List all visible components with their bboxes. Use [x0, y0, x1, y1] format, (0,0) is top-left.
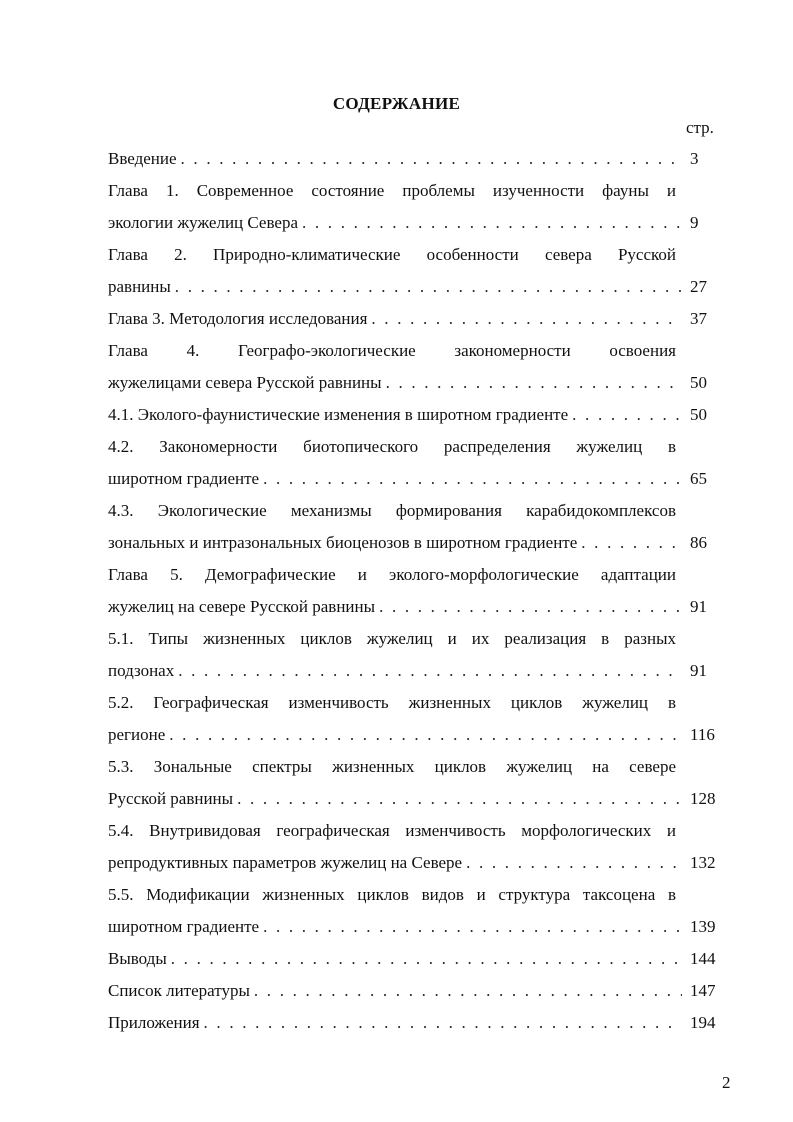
toc-entry[interactable] — [108, 623, 728, 687]
toc-entry-page-number: 144 — [690, 949, 716, 968]
toc-entry[interactable] — [108, 399, 728, 431]
toc-entry-text: жужелиц на севере Русской равнины — [108, 597, 376, 616]
toc-entry-text-line: Глава 5. Демографические и эколого-морфологические адаптации — [108, 565, 676, 584]
toc-entry[interactable] — [108, 175, 728, 239]
toc-entry-last-line — [108, 367, 728, 399]
toc-entry-page-number: 116 — [690, 725, 715, 744]
toc-entry-text: зональных и интразональных биоценозов в широтном градиенте — [108, 533, 578, 552]
toc-entry-page-number: 50 — [690, 373, 707, 392]
toc-entry-page-number: 139 — [690, 917, 716, 936]
dot-leader — [386, 367, 682, 399]
toc-entry-text: Список литературы — [108, 981, 250, 1000]
toc-entry[interactable] — [108, 303, 728, 335]
toc-entry-text: репродуктивных параметров жужелиц на Севере — [108, 853, 463, 872]
toc-entry-text: регионе — [108, 725, 166, 744]
toc-entry-page-number: 128 — [690, 789, 716, 808]
dot-leader — [181, 143, 682, 175]
toc-entry-page-number: 50 — [690, 405, 707, 424]
dot-leader — [204, 1007, 682, 1039]
toc-entry-last-line — [108, 399, 728, 431]
toc-entry-text-line: 5.1. Типы жизненных циклов жужелиц и их реализация в разных — [108, 629, 676, 648]
toc-entry-last-line — [108, 719, 728, 751]
toc-entry-last-line — [108, 847, 728, 879]
toc-entry-text: Выводы — [108, 949, 167, 968]
toc-entry-last-line — [108, 271, 728, 303]
dot-leader — [572, 399, 682, 431]
toc-entry[interactable] — [108, 943, 728, 975]
toc-entry-page-number: 37 — [690, 309, 707, 328]
dot-leader — [254, 975, 682, 1007]
dot-leader — [302, 207, 682, 239]
toc-entry[interactable] — [108, 431, 728, 495]
toc-entry-text: равнины — [108, 277, 171, 296]
dot-leader — [466, 847, 682, 879]
toc-entry-page-number: 3 — [690, 149, 699, 168]
toc-entry-text: Введение — [108, 149, 177, 168]
toc-entry[interactable] — [108, 815, 728, 879]
toc-entry-page-number: 91 — [690, 597, 707, 616]
toc-entry-page-number: 147 — [690, 981, 716, 1000]
toc-entry[interactable] — [108, 751, 728, 815]
toc-entry-last-line — [108, 911, 728, 943]
toc-entry-text: 4.1. Эколого-фаунистические изменения в широтном градиенте — [108, 405, 569, 424]
toc-entry-page-number: 9 — [690, 213, 699, 232]
toc-entry-text: экологии жужелиц Севера — [108, 213, 298, 232]
toc-entry-last-line — [108, 975, 728, 1007]
toc-entry-last-line — [108, 143, 728, 175]
toc-entry-last-line — [108, 943, 728, 975]
toc-entry-last-line — [108, 463, 728, 495]
dot-leader — [178, 655, 682, 687]
dot-leader — [171, 943, 682, 975]
toc-entry-text: Приложения — [108, 1013, 200, 1032]
toc-entry[interactable] — [108, 879, 728, 943]
dot-leader — [379, 591, 682, 623]
toc-entry-text-line: 5.5. Модификации жизненных циклов видов и структура таксоцена в — [108, 885, 676, 904]
toc-entry-text-line: Глава 4. Географо-экологические закономерности освоения — [108, 341, 676, 360]
toc-entry[interactable] — [108, 335, 728, 399]
dot-leader — [169, 719, 682, 751]
toc-entry[interactable] — [108, 495, 728, 559]
table-of-contents — [108, 143, 728, 1039]
page-column-label: стр. — [686, 118, 714, 137]
toc-entry-text: Глава 3. Методология исследования — [108, 309, 368, 328]
toc-entry-last-line — [108, 207, 728, 239]
toc-entry-last-line — [108, 303, 728, 335]
toc-entry[interactable] — [108, 687, 728, 751]
toc-entry[interactable] — [108, 143, 728, 175]
dot-leader — [263, 911, 682, 943]
toc-entry[interactable] — [108, 975, 728, 1007]
toc-entry[interactable] — [108, 1007, 728, 1039]
toc-entry-last-line — [108, 527, 728, 559]
dot-leader — [371, 303, 682, 335]
toc-entry-page-number: 132 — [690, 853, 716, 872]
toc-entry-page-number: 65 — [690, 469, 707, 488]
toc-entry-text: подзонах — [108, 661, 175, 680]
toc-entry-text-line: Глава 1. Современное состояние проблемы изученности фауны и — [108, 181, 676, 200]
toc-entry-text-line: Глава 2. Природно-климатические особенности севера Русской — [108, 245, 676, 264]
dot-leader — [263, 463, 682, 495]
toc-entry-text: широтном градиенте — [108, 917, 260, 936]
toc-entry-last-line — [108, 783, 728, 815]
toc-title: СОДЕРЖАНИЕ — [332, 94, 461, 113]
toc-entry-page-number: 194 — [690, 1013, 716, 1032]
toc-entry-text: широтном градиенте — [108, 469, 260, 488]
toc-entry-text-line: 4.2. Закономерности биотопического распределения жужелиц в — [108, 437, 676, 456]
dot-leader — [175, 271, 682, 303]
toc-entry[interactable] — [108, 559, 728, 623]
toc-entry-text-line: 5.2. Географическая изменчивость жизненных циклов жужелиц в — [108, 693, 676, 712]
dot-leader — [237, 783, 682, 815]
toc-entry-page-number: 27 — [690, 277, 707, 296]
toc-entry-last-line — [108, 1007, 728, 1039]
toc-entry-text: жужелицами севера Русской равнины — [108, 373, 382, 392]
toc-entry-page-number: 86 — [690, 533, 707, 552]
toc-entry-text: Русской равнины — [108, 789, 234, 808]
toc-entry-last-line — [108, 591, 728, 623]
toc-entry[interactable] — [108, 239, 728, 303]
dot-leader — [581, 527, 682, 559]
toc-entry-text-line: 5.4. Внутривидовая географическая изменчивость морфологических и — [108, 821, 676, 840]
toc-entry-text-line: 5.3. Зональные спектры жизненных циклов жужелиц на севере — [108, 757, 676, 776]
toc-entry-last-line — [108, 655, 728, 687]
toc-entry-page-number: 91 — [690, 661, 707, 680]
page-number: 2 — [722, 1073, 731, 1092]
toc-entry-text-line: 4.3. Экологические механизмы формирования карабидокомплексов — [108, 501, 676, 520]
